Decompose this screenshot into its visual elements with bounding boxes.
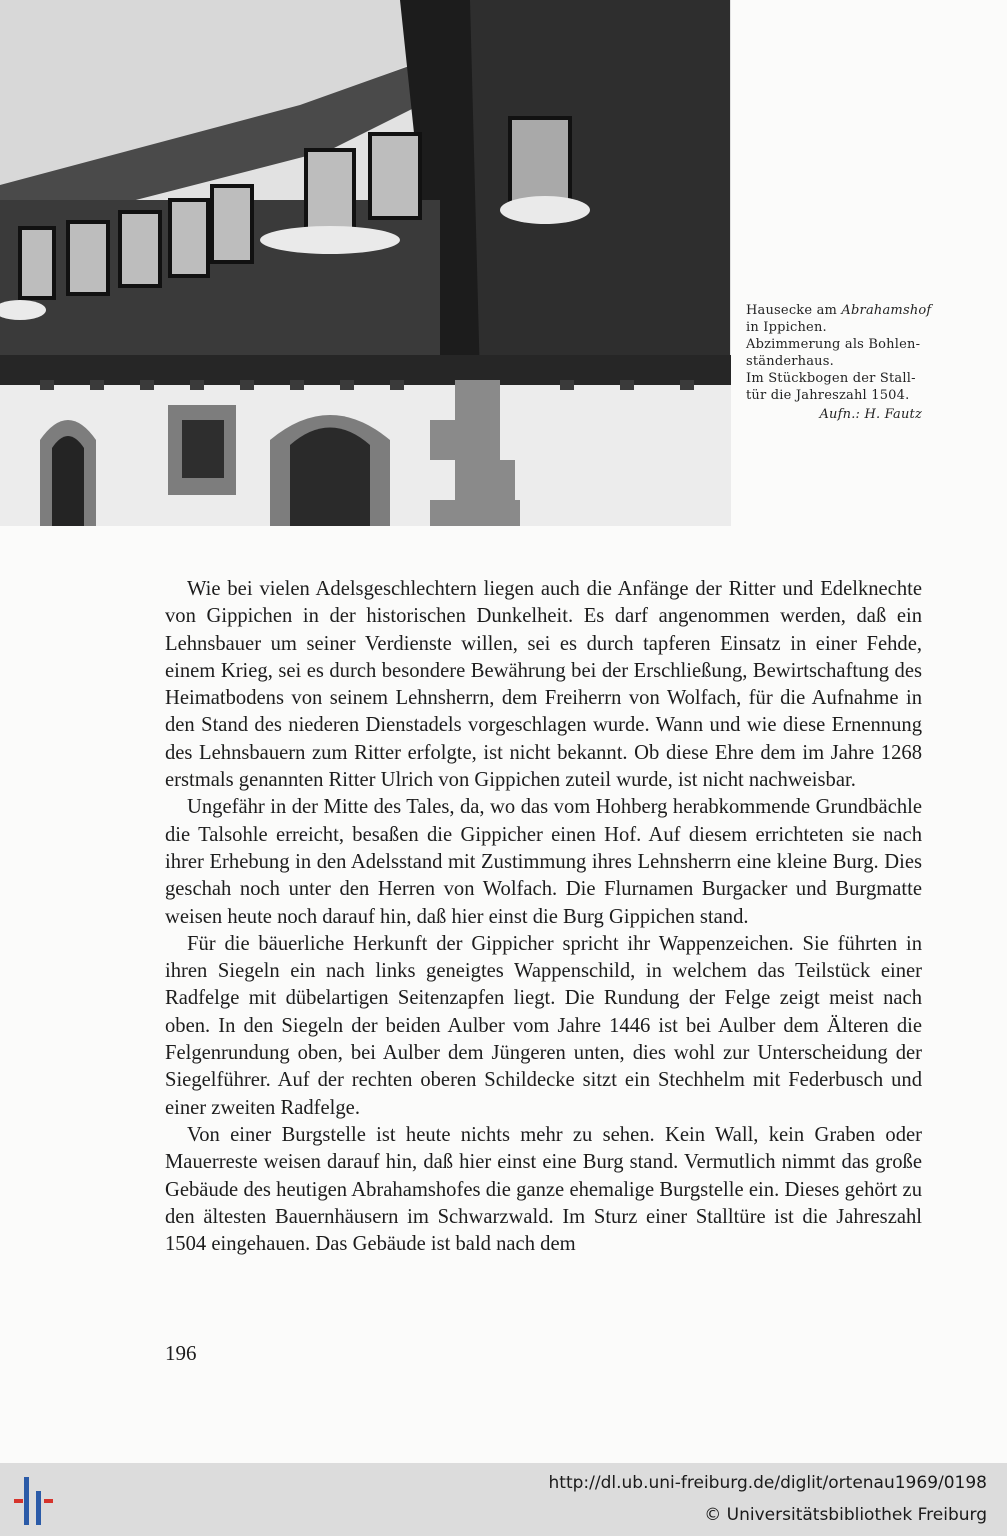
caption-line-1-prefix: Hausecke am (746, 303, 842, 318)
footer-bar (0, 1463, 1007, 1536)
farmhouse-photo (0, 0, 731, 526)
caption-line-5: Im Stückbogen der Stall- (746, 371, 916, 386)
paragraph: Von einer Burgstelle ist heute nichts mehr zu sehen. Kein Wall, kein Graben oder Mauerreste weisen darauf hin, daß hier einst eine Burg stand. Vermutlich nimmt das große Gebäude des heutigen Abrahamshofes die ganze ehemalige Burgstelle ein. Dieses gehört zu den ältesten Bauernhäusern im Schwarzwald. Im Sturz einer Stalltüre ist die Jahreszahl 1504 eingehauen. Das Gebäude ist bald nach dem (165, 1123, 922, 1256)
caption-line-1 (746, 302, 932, 319)
document-url-link[interactable]: http://dl.ub.uni-freiburg.de/diglit/ortenau1969/0198 (548, 1473, 987, 1493)
photo-caption (746, 302, 932, 423)
caption-line-6: tür die Jahreszahl 1504. (746, 388, 910, 403)
page-number: 196 (165, 1341, 197, 1365)
caption-line-2: in Ippichen. (746, 320, 827, 335)
ub-freiburg-logo-icon[interactable] (14, 1477, 62, 1525)
paragraph: Wie bei vielen Adelsgeschlechtern liegen auch die Anfänge der Ritter und Edelknechte von Gippichen in der historischen Dunkelheit. Es darf angenommen werden, daß ein Lehnsbauer um seiner Verdienste willen, sei es durch tapferen Einsatz in einer Fehde, einem Krieg, sei es durch besondere Bewährung bei der Erschließung, Bewirtschaftung des Heimatbodens von seinem Lehnsherrn, dem Freiherrn von Wolfach, für die Aufnahme in den Stand des niederen Dienstadels vorgeschlagen wurde. Wann und wie diese Ernennung des Lehnsbauern zum Ritter erfolgte, ist nicht bekannt. Ob diese Ehre dem im Jahre 1268 erstmals genannten Ritter Ulrich von Gippichen zuteil wurde, ist nicht nachweisbar. (165, 578, 922, 792)
photograph-icon (0, 0, 731, 526)
paragraph: Für die bäuerliche Herkunft der Gippicher spricht ihr Wappenzeichen. Sie führten in ihren Siegeln ein nach links geneigtes Wappenschild, in welchem das Teilstück einer Radfelge mit dübelartigen Seitenzapfen liegt. Die Rundung der Felge zeigt meist nach oben. In den Siegeln der beiden Aulber vom Jahre 1446 ist bei Aulber dem Älteren die Felgenrundung oben, bei Aulber dem Jüngeren unten, dies wohl zur Unterscheidung der Siegelführer. Auf der rechten oberen Schildecke sitzt ein Stechhelm mit Federbusch und einer zweiten Radfelge. (165, 932, 922, 1119)
caption-line-1-emphasis: Abrahamshof (841, 303, 932, 318)
copyright-notice: © Universitätsbibliothek Freiburg (704, 1505, 987, 1525)
photo-credit: Aufn.: H. Fautz (819, 407, 922, 422)
body-text (165, 576, 922, 1258)
caption-line-4: ständerhaus. (746, 354, 834, 369)
caption-line-3: Abzimmerung als Bohlen- (746, 337, 921, 352)
paragraph: Ungefähr in der Mitte des Tales, da, wo das vom Hohberg herabkommende Grundbächle die Talsohle erreicht, besaßen die Gippicher einen Hof. Auf diesem errichteten sie nach ihrer Erhebung in den Adelsstand mit Zustimmung ihres Lehnsherrn eine kleine Burg. Dies geschah noch unter den Herren von Wolfach. Die Flurnamen Burgacker und Burgmatte weisen heute noch darauf hin, daß hier einst die Burg Gippichen stand. (165, 796, 922, 928)
